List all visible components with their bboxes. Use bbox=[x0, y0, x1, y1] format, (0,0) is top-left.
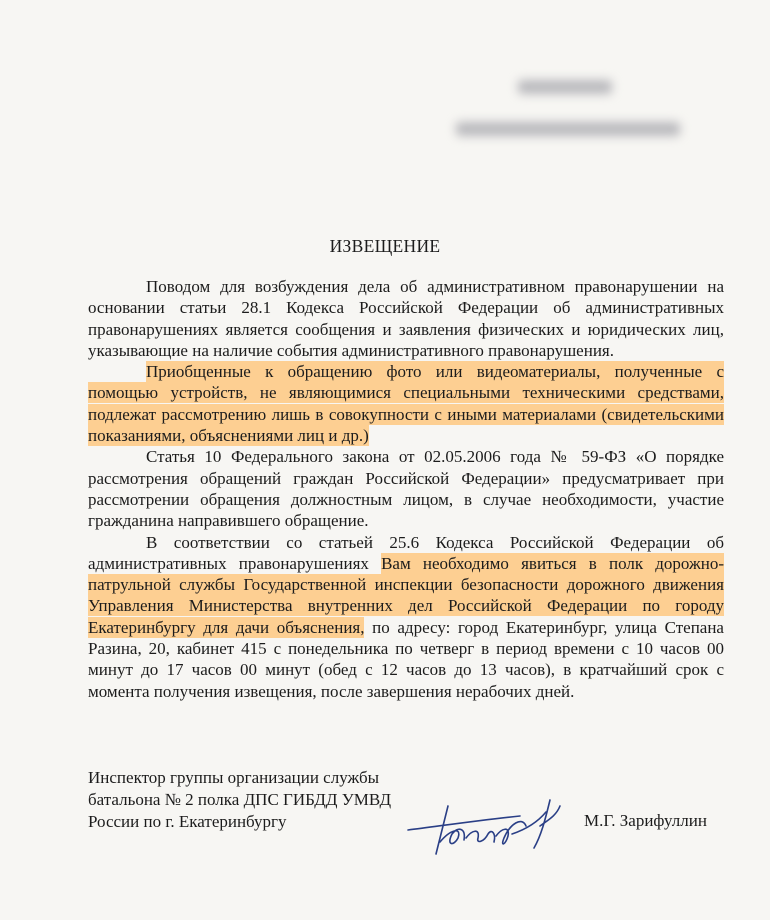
signatory-position bbox=[88, 767, 428, 833]
paragraph-text: по адресу: город Екатеринбург, улица Степана Разина, 20, кабинет 415 с понедельника по четверг в период времени с 10 часов 00 минут до 17 часов 00 минут (обед с 12 часов до 13 часов), в кратчайший срок с момента получения извещения, после завершения нерабочих дней. bbox=[88, 617, 724, 701]
paragraph-text: Статья 10 Федерального закона от 02.05.2006 года № 59-ФЗ «О порядке рассмотрения обращений граждан Российской Федерации» предусматривает при рассмотрении обращения должностным лицом, в случае необходимости, участие гражданина направившего обращение. bbox=[88, 447, 724, 531]
body-paragraph bbox=[88, 446, 724, 531]
handwritten-signature bbox=[400, 786, 570, 866]
paragraph-text: В соответствии со статьей 25.6 Кодекса Российской Федерации об административных правонарушениях bbox=[88, 532, 724, 573]
position-line: России по г. Екатеринбургу bbox=[88, 812, 287, 831]
document-body bbox=[88, 276, 724, 702]
body-paragraph bbox=[88, 532, 724, 702]
body-paragraph bbox=[88, 276, 724, 361]
highlighted-text: Приобщенные к обращению фото или видеоматериалы, полученные с помощью устройств, не являющимися специальными техническими средствами, подлежат рассмотрению лишь в совокупности с иными материалами (свидетельскими показаниями, объяснениями лиц и др.) bbox=[88, 362, 724, 446]
paragraph-text: Поводом для возбуждения дела об административном правонарушении на основании статьи 28.1 Кодекса Российской Федерации об административных правонарушениях является сообщения и заявления физических и юридических лиц, указывающие на наличие события административного правонарушения. bbox=[88, 277, 724, 360]
signer-name: М.Г. Зарифуллин bbox=[584, 811, 707, 830]
position-line: Инспектор группы организации службы bbox=[88, 768, 380, 787]
document-title: ИЗВЕЩЕНИЕ bbox=[329, 236, 441, 256]
body-paragraph bbox=[88, 361, 724, 446]
position-line: батальона № 2 полка ДПС ГИБДД УМВД bbox=[88, 790, 392, 809]
highlighted-text: Вам необходимо явиться в полк дорожно-патрульной службы Государственной инспекции безопасности дорожного движения Управления Министерства внутренних дел Российской Федерации по городу Екатеринбургу для дачи объяснения, bbox=[88, 553, 724, 637]
redacted-recipient-line-2 bbox=[456, 122, 680, 136]
redacted-recipient-line-1 bbox=[518, 80, 612, 94]
